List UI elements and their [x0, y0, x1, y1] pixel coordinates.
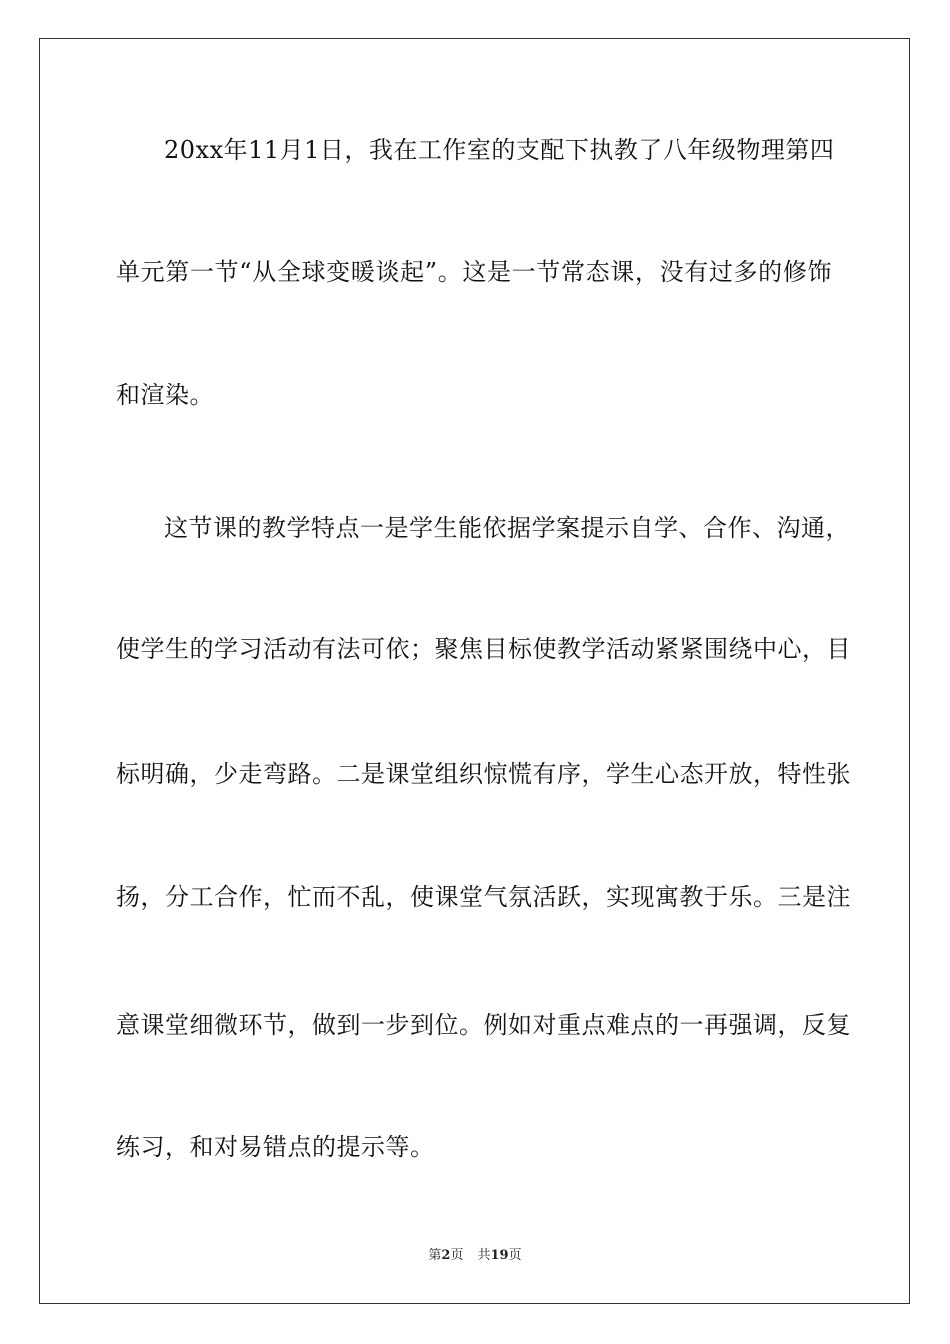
paragraph-1-line-3: 和渲染。 [116, 381, 214, 409]
paragraph-2-line-2: 使学生的学习活动有法可依；聚焦目标使教学活动紧紧围绕中心，目 [116, 635, 851, 663]
paragraph-2-line-1: 这节课的教学特点一是学生能依据学案提示自学、合作、沟通， [164, 514, 850, 542]
page-footer [0, 1248, 950, 1264]
total-label-prefix: 共 [477, 1248, 491, 1263]
total-label-suffix: 页 [508, 1248, 522, 1263]
paragraph-2-line-3: 标明确，少走弯路。二是课堂组织惊慌有序，学生心态开放，特性张 [116, 760, 851, 788]
paragraph-1-line-2: 单元第一节“从全球变暖谈起”。这是一节常态课，没有过多的修饰 [116, 258, 832, 286]
paragraph-2-line-6: 练习，和对易错点的提示等。 [116, 1133, 435, 1161]
total-pages: 19 [490, 1248, 509, 1263]
paragraph-2-line-4: 扬，分工合作，忙而不乱，使课堂气氛活跃，实现寓教于乐。三是注 [116, 883, 851, 911]
page-number: 2 [441, 1248, 451, 1263]
page-border [39, 38, 910, 1304]
paragraph-1-line-1: 20xx年11月1日，我在工作室的支配下执教了八年级物理第四 [164, 136, 835, 164]
paragraph-2-line-5: 意课堂细微环节，做到一步到位。例如对重点难点的一再强调，反复 [116, 1011, 851, 1039]
page-label-suffix: 页 [450, 1248, 464, 1263]
page-label-prefix: 第 [428, 1248, 442, 1263]
